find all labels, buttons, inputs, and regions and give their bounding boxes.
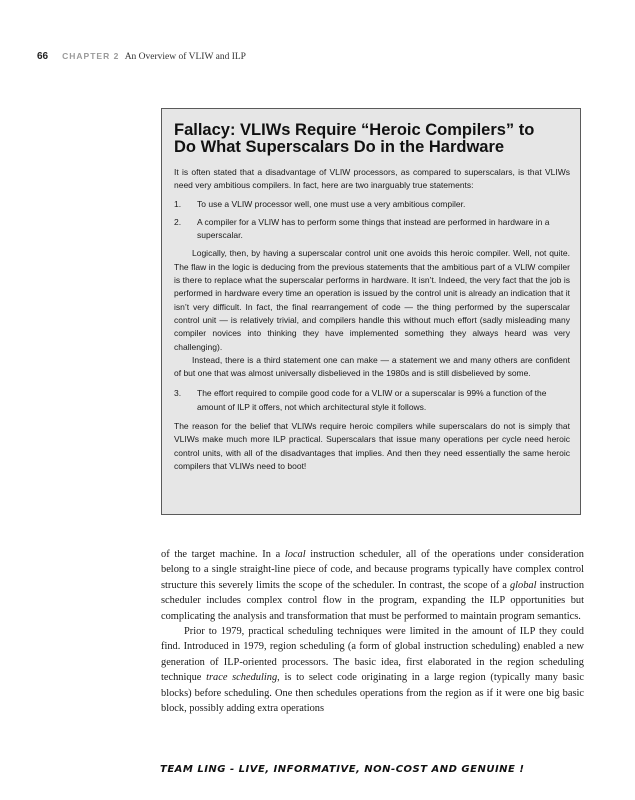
running-header bbox=[37, 51, 246, 62]
list-item-number: 3. bbox=[174, 388, 182, 399]
chapter-label: CHAPTER 2 bbox=[62, 51, 120, 61]
list-item-number: 1. bbox=[174, 198, 182, 209]
statement-list bbox=[174, 198, 570, 243]
list-item bbox=[174, 387, 570, 414]
sidebar-title-line1: Fallacy: VLIWs Require “Heroic Compilers” to bbox=[174, 121, 535, 139]
emphasis-trace-scheduling: trace scheduling bbox=[206, 672, 278, 684]
page-number: 66 bbox=[37, 51, 49, 62]
list-item bbox=[174, 216, 570, 243]
text-run: of the target machine. In a bbox=[161, 549, 285, 560]
text-run: , is to select code originating in a large region (typically many basic blocks) before scheduling. One then schedules operations from the region as if it were one big basic block, possibly adding extra operations bbox=[161, 672, 584, 715]
statement-list-continued bbox=[174, 387, 570, 414]
text-run: instruction scheduler includes complex control flow in the program, expanding the ILP opportunities but complicating the analysis and transformation that must be performed to maintain program semantics. bbox=[161, 579, 585, 622]
list-item bbox=[174, 198, 570, 211]
sidebar-third-statement-paragraph: Instead, there is a third statement one can make — a statement we and many others are confident of but one that was almost universally disbelieved in the 1980s and is still disbelieved by some. bbox=[174, 354, 570, 379]
list-item-text: The effort required to compile good code for a VLIW or a superscalar is 99% a function of the amount of ILP it offers, not which architectural style it follows. bbox=[197, 388, 547, 412]
emphasis-local: local bbox=[284, 549, 306, 560]
emphasis-global: global bbox=[509, 579, 537, 591]
sidebar-title-line2: Do What Superscalars Do in the Hardware bbox=[174, 138, 505, 156]
footer-watermark: TEAM LING - LIVE, INFORMATIVE, NON-COST AND GENUINE ! bbox=[160, 764, 525, 775]
list-item-text: A compiler for a VLIW has to perform some things that instead are performed in hardware in a superscalar. bbox=[197, 216, 550, 241]
list-item-number: 2. bbox=[174, 216, 182, 227]
sidebar-title bbox=[174, 122, 570, 156]
sidebar-logic-paragraph: Logically, then, by having a superscalar control unit one avoids this heroic compiler. Well, not quite. The flaw in the logic is deducing from the previous statements that the ambitious part of a VLIW compiler is there to replace what the superscalar performs in hardware. It isn’t. Indeed, the very fact that the job is performed in hardware every time an operation is issued by the control unit is already an indication that it isn’t very difficult. In fact, the final rearrangement of code — the thing performed by the superscalar control unit — is relatively trivial, and compilers handle this without much effort (sadly misleading many compiler novices into thinking they have implemented something they always heard was very challenging). bbox=[174, 248, 570, 352]
sidebar-conclusion: The reason for the belief that VLIWs require heroic compilers while superscalars do not is simply that VLIWs make much more ILP practical. Superscalars that issue many operations per cycle need heroic control units, with all of the disadvantages that implies. And then they need essentially the same heroic compilers that VLIWs need to boot! bbox=[174, 421, 570, 471]
sidebar-intro: It is often stated that a disadvantage of VLIW processors, as compared to superscalars, is that VLIWs need very ambitious compilers. In fact, here are two inarguably true statements: bbox=[174, 167, 570, 191]
main-body-text bbox=[161, 547, 584, 716]
fallacy-sidebar bbox=[161, 108, 581, 515]
body-paragraph-1 bbox=[161, 547, 584, 624]
text-run: instruction scheduler, all of the operations under consideration belong to a single straight-line piece of code, and because programs typically have complex control structure this severely limits the scope of the scheduler. In contrast, the scope of a bbox=[161, 549, 584, 591]
chapter-title: An Overview of VLIW and ILP bbox=[124, 52, 246, 62]
body-paragraph-2 bbox=[161, 624, 584, 716]
text-run: Prior to 1979, practical scheduling techniques were limited in the amount of ILP they could find. Introduced in 1979, region scheduling (a form of global instruction scheduling) enabled a new generation of ILP-oriented processors. The basic idea, first elaborated in the region scheduling technique bbox=[161, 626, 584, 684]
list-item-text: To use a VLIW processor well, one must use a very ambitious compiler. bbox=[197, 198, 466, 209]
